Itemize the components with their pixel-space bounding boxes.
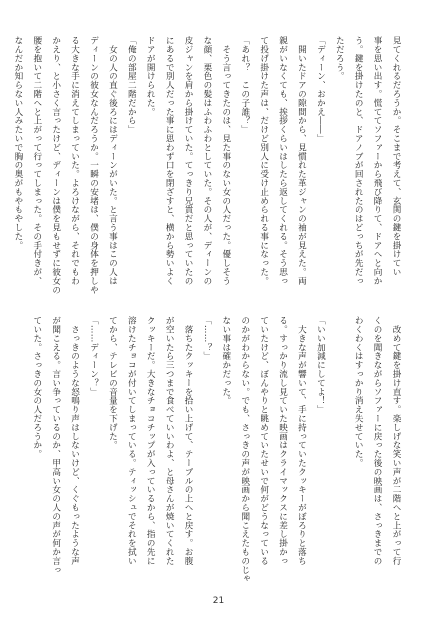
- text-line: 腰を抱いて二階へと上がって行ってしまった。その手付きが、: [31, 36, 42, 286]
- text-line: そう言ってきたのは、見た事のない女の人だった。優しそう: [220, 36, 231, 286]
- top-text-column-block: [8, 36, 405, 296]
- text-line: 「ディーン、おかえ――」: [315, 36, 326, 143]
- page-number: 21: [212, 596, 225, 606]
- text-line: クッキーだ。大きなチョコチップが入っているから、指の先に: [145, 316, 156, 566]
- text-line: ディーンの彼女なんだろうか。一瞬の安堵は、僕の身体を押しや: [88, 36, 99, 295]
- text-line: る大きな手に消えてしまっていた。よろけながら、それでもわ: [69, 36, 80, 286]
- text-line: 落ちたクッキーを拾い上げて、テーブルの上へと戻す。お腹: [183, 316, 194, 566]
- text-line: 大きな声が響いて、手に持っていたクッキーがぼろりと落ち: [296, 316, 307, 566]
- text-line: 事を思い出す。慌ててソファーから飛び降りて、ドアへと向か: [372, 36, 383, 286]
- text-line: 「いい加減にしてよ！」: [315, 316, 326, 414]
- text-line: わくわくはすっかり消え失せていた。: [353, 316, 364, 468]
- text-line: な顔、栗色の髪はふわふわとしていた。その人が、ディーンの: [201, 36, 212, 286]
- text-line: ていた。さっきの女の人だろうか。: [31, 316, 42, 459]
- text-line: 見てくれるだろうか。そこまで考えて、玄関の鍵を掛けてい: [391, 36, 401, 277]
- text-line: のかがわからない。でも、さっきの声が映画から聞こえたものじゃ: [239, 316, 250, 583]
- text-line: ドアが開けられた。: [145, 36, 156, 117]
- text-line: くのを聞きながらソファーに戻った後の映画は、さっきまでの: [372, 316, 383, 566]
- text-line: [329, 316, 348, 571]
- text-line: 女の人の直ぐ後ろにはディーンがいた。と言う事はこの人は: [107, 36, 118, 286]
- text-line: 改めて鍵を掛け直す。楽しげな笑い声が二階へと上がって行: [391, 316, 401, 566]
- text-line: 「……ディーン？」: [88, 316, 99, 397]
- text-line: 「俺の部屋二階だから」: [126, 36, 137, 134]
- text-line: う。鍵を掛けたのと、ドアノブが回されたのはどっちが先だっ: [353, 36, 364, 286]
- text-line: にあるで別人だった事に思わず口を閉ざすと、横から勢いよく: [164, 36, 175, 286]
- text-line: ただろう。: [334, 36, 345, 81]
- text-line: 「あれ？ この子誰？」: [239, 36, 250, 134]
- text-line: 「……？」: [201, 316, 212, 361]
- text-line: 親がいなくても、挨拶くらいはしたら返してくれる。そう思っ: [277, 36, 288, 286]
- text-line: 皮ジャンを肩から掛けていた。てっきり兄貴だと思っていたの: [183, 36, 194, 286]
- text-line: てから、テレビの音量を下げた。: [107, 316, 118, 450]
- text-line: ない事は確かだった。: [220, 316, 231, 405]
- text-line: て投げ掛けた声は、だけど別人に受け止められる事になった。: [258, 36, 269, 286]
- text-line: ていたけど、ぼんやりと眺めていたせいで何がどうなっている: [258, 316, 269, 566]
- text-line: 開いたドアの隙間から、見慣れた革ジャンの袖が見えた。両: [296, 36, 307, 286]
- bottom-text-column-block: [27, 316, 405, 583]
- text-line: なんだか知らない人みたいで胸の奥がもやもやした。: [12, 36, 23, 250]
- text-line: 溶けたチョコが付いてしまっている。ティッシュでそれを拭い: [126, 316, 137, 566]
- text-line: かえり、と小さく言ったけど、ディーンは僕を見もせずに彼女の: [50, 36, 61, 295]
- text-line: る。すっかり流し見ていた映画はクライマックスに差し掛かっ: [277, 316, 288, 566]
- text-line: さっきのような怒鳴り声はしないけど、くぐもったような声: [69, 316, 80, 566]
- text-line: が空いたら三つまで食べていいわよ、と母さんが焼いてくれた: [164, 316, 175, 566]
- text-line: が聞こえる。言い争っているのか、甲高い女の人の声が何か言っ: [50, 316, 61, 575]
